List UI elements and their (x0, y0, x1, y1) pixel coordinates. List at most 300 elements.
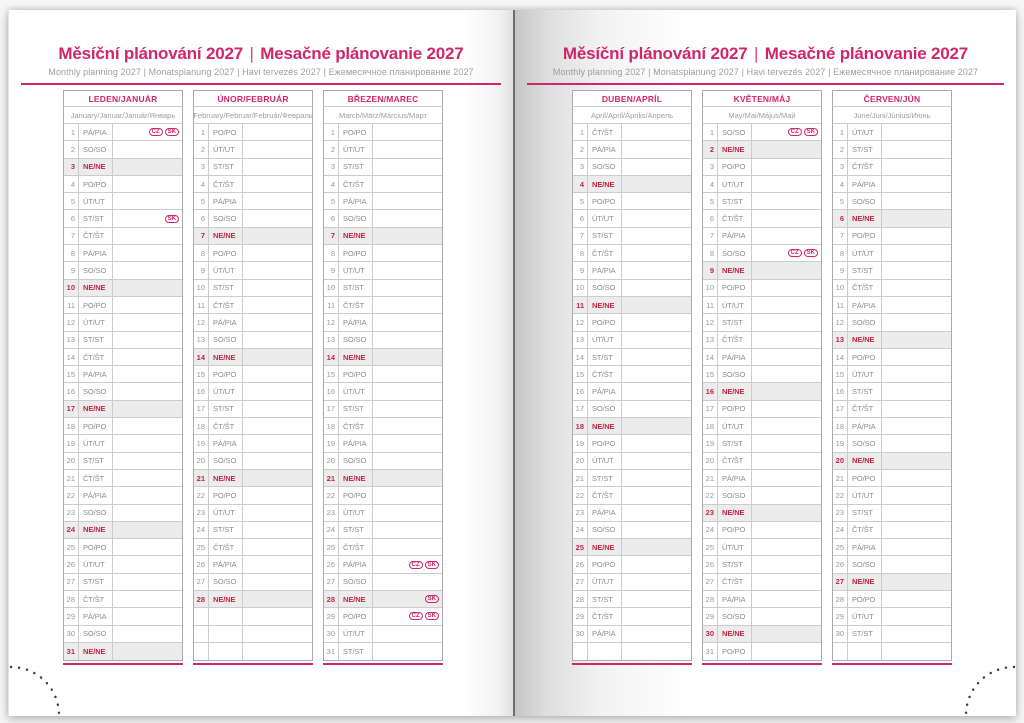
notes-cell (373, 435, 442, 452)
notes-cell (882, 453, 951, 470)
notes-cell (622, 574, 691, 591)
day-number-cell: 17 (703, 401, 718, 418)
day-number-cell: 9 (194, 262, 209, 279)
notes-cell (113, 487, 182, 504)
day-name-cell: ST/ST (209, 522, 243, 539)
notes-cell (243, 505, 312, 522)
day-name-cell: ÚT/UT (79, 314, 113, 331)
notes-cell (243, 280, 312, 297)
day-number-cell: 10 (573, 280, 588, 297)
day-name-cell: ST/ST (588, 228, 622, 245)
day-number-cell: 15 (573, 366, 588, 383)
notes-cell (373, 297, 442, 314)
notes-cell (622, 124, 691, 141)
notes-cell (622, 608, 691, 625)
holiday-badge-group (409, 612, 439, 620)
day-name-cell: NE/NE (588, 297, 622, 314)
day-name-cell: ST/ST (339, 159, 373, 176)
day-number-cell: 6 (324, 210, 339, 227)
day-number-cell: 16 (703, 383, 718, 400)
month-bottom-rule (193, 663, 313, 665)
notes-cell (882, 470, 951, 487)
day-number-cell: 11 (194, 297, 209, 314)
day-number-cell: 13 (703, 332, 718, 349)
day-number-cell: 30 (573, 626, 588, 643)
day-name-cell: ÚT/UT (848, 124, 882, 141)
notes-cell (752, 522, 821, 539)
day-name-cell: PÁ/PIA (79, 608, 113, 625)
day-number-cell: 14 (703, 349, 718, 366)
empty-notes-cell (622, 643, 691, 660)
notes-cell (622, 591, 691, 608)
notes-cell (113, 314, 182, 331)
notes-cell (752, 245, 821, 262)
notes-cell (243, 245, 312, 262)
empty-day-cell (209, 643, 243, 660)
notes-cell (622, 159, 691, 176)
notes-cell (113, 349, 182, 366)
holiday-badge-group (425, 595, 439, 603)
notes-cell (373, 383, 442, 400)
notes-cell (882, 176, 951, 193)
notes-cell (882, 608, 951, 625)
notes-cell (243, 539, 312, 556)
day-number-cell: 20 (64, 453, 79, 470)
month-bottom-rule (702, 663, 822, 665)
day-name-cell: PO/PO (848, 228, 882, 245)
day-name-cell: SO/SO (588, 522, 622, 539)
notes-cell (373, 574, 442, 591)
day-number-cell: 20 (573, 453, 588, 470)
notes-cell (882, 556, 951, 573)
day-name-cell: NE/NE (848, 210, 882, 227)
day-name-cell: PÁ/PIA (209, 556, 243, 573)
day-number-cell: 14 (64, 349, 79, 366)
day-name-cell: NE/NE (588, 176, 622, 193)
day-name-cell: ÚT/UT (339, 383, 373, 400)
page-title-slovak: Mesačné plánovanie 2027 (764, 44, 969, 63)
day-name-cell: ČT/ŠT (848, 401, 882, 418)
day-name-cell: PO/PO (339, 487, 373, 504)
notes-cell (882, 539, 951, 556)
notes-cell (752, 297, 821, 314)
day-number-cell: 29 (573, 608, 588, 625)
month-bottom-rule (572, 663, 692, 665)
day-number-cell: 22 (194, 487, 209, 504)
day-name-cell: PÁ/PIA (718, 470, 752, 487)
day-number-cell: 29 (703, 608, 718, 625)
day-name-cell: ÚT/UT (718, 176, 752, 193)
notes-cell (622, 332, 691, 349)
month-subheader: January/Januar/Január/Январь (63, 107, 183, 124)
day-number-cell: 15 (194, 366, 209, 383)
day-number-cell: 10 (194, 280, 209, 297)
day-number-cell: 27 (703, 574, 718, 591)
day-name-cell: NE/NE (718, 383, 752, 400)
notes-cell (373, 228, 442, 245)
holiday-badge-sk: SK (804, 249, 818, 257)
day-number-cell: 23 (64, 505, 79, 522)
day-number-cell: 30 (703, 626, 718, 643)
notes-cell (622, 280, 691, 297)
notes-cell (882, 262, 951, 279)
notes-cell (373, 401, 442, 418)
day-name-cell: PO/PO (79, 539, 113, 556)
notes-cell (243, 418, 312, 435)
day-name-cell: PO/PO (718, 280, 752, 297)
day-number-cell: 26 (64, 556, 79, 573)
notes-cell (882, 626, 951, 643)
notes-cell (752, 643, 821, 660)
page-left (8, 10, 513, 716)
day-name-cell: ST/ST (718, 435, 752, 452)
day-number-cell: 5 (194, 193, 209, 210)
day-number-cell: 21 (833, 470, 848, 487)
notes-cell (622, 176, 691, 193)
day-number-cell: 6 (703, 210, 718, 227)
day-number-cell: 2 (194, 141, 209, 158)
notes-cell (373, 556, 442, 573)
day-number-cell: 22 (64, 487, 79, 504)
day-name-cell: PÁ/PIA (848, 297, 882, 314)
notes-cell (373, 643, 442, 660)
notes-cell (243, 453, 312, 470)
day-name-cell: NE/NE (588, 539, 622, 556)
notes-cell (243, 349, 312, 366)
day-number-cell: 20 (703, 453, 718, 470)
notes-cell (113, 262, 182, 279)
day-number-cell: 12 (573, 314, 588, 331)
day-name-cell: ST/ST (339, 401, 373, 418)
notes-cell (752, 280, 821, 297)
day-number-cell: 18 (194, 418, 209, 435)
notes-cell (882, 245, 951, 262)
day-name-cell: ČT/ŠT (339, 297, 373, 314)
day-number-cell: 8 (573, 245, 588, 262)
day-number-cell: 13 (194, 332, 209, 349)
notes-cell (373, 453, 442, 470)
notes-cell (752, 435, 821, 452)
day-name-cell: ST/ST (209, 280, 243, 297)
day-name-cell: NE/NE (79, 280, 113, 297)
day-name-cell: PO/PO (79, 418, 113, 435)
day-number-cell: 20 (833, 453, 848, 470)
day-name-cell: ÚT/UT (79, 193, 113, 210)
day-name-cell: ČT/ŠT (79, 228, 113, 245)
day-name-cell: SO/SO (848, 556, 882, 573)
day-name-cell: PÁ/PIA (209, 193, 243, 210)
day-number-cell: 3 (64, 159, 79, 176)
day-name-cell: PÁ/PIA (79, 245, 113, 262)
notes-cell (373, 470, 442, 487)
notes-cell (882, 418, 951, 435)
day-name-cell: SO/SO (209, 574, 243, 591)
day-number-cell: 21 (324, 470, 339, 487)
notes-cell (243, 332, 312, 349)
day-number-cell: 26 (833, 556, 848, 573)
day-name-cell: PÁ/PIA (588, 383, 622, 400)
month-subheader: February/Februar/Február/Февраль (193, 107, 313, 124)
holiday-badge-sk: SK (425, 561, 439, 569)
notes-cell (622, 245, 691, 262)
notes-cell (622, 314, 691, 331)
day-name-cell: ČT/ŠT (339, 418, 373, 435)
page-right (513, 10, 1016, 716)
holiday-badge-group (409, 561, 439, 569)
notes-cell (243, 210, 312, 227)
day-name-cell: NE/NE (209, 349, 243, 366)
day-name-cell: ČT/ŠT (79, 349, 113, 366)
day-name-cell: ČT/ŠT (79, 591, 113, 608)
notes-cell (373, 141, 442, 158)
day-number-cell: 10 (833, 280, 848, 297)
day-number-cell: 22 (703, 487, 718, 504)
notes-cell (113, 608, 182, 625)
day-number-cell: 2 (703, 141, 718, 158)
empty-number-cell (194, 608, 209, 625)
notes-cell (113, 418, 182, 435)
day-name-cell: PÁ/PIA (209, 435, 243, 452)
day-number-cell: 4 (64, 176, 79, 193)
day-number-cell: 12 (703, 314, 718, 331)
notes-cell (882, 435, 951, 452)
notes-cell (622, 228, 691, 245)
notes-cell (113, 193, 182, 210)
notes-cell (622, 141, 691, 158)
day-number-cell: 3 (833, 159, 848, 176)
month-header: ČERVEN/JÚN (832, 90, 952, 107)
empty-day-cell (209, 608, 243, 625)
day-number-cell: 31 (324, 643, 339, 660)
notes-cell (243, 262, 312, 279)
day-number-cell: 14 (194, 349, 209, 366)
day-name-cell: PO/PO (588, 556, 622, 573)
day-number-cell: 13 (833, 332, 848, 349)
day-number-cell: 17 (324, 401, 339, 418)
day-number-cell: 25 (833, 539, 848, 556)
day-number-cell: 5 (324, 193, 339, 210)
empty-number-cell (573, 643, 588, 660)
day-number-cell: 19 (194, 435, 209, 452)
day-number-cell: 28 (64, 591, 79, 608)
holiday-badge-cz: CZ (149, 128, 163, 136)
day-number-cell: 24 (194, 522, 209, 539)
day-number-cell: 22 (573, 487, 588, 504)
day-number-cell: 22 (833, 487, 848, 504)
day-number-cell: 6 (573, 210, 588, 227)
notes-cell (752, 487, 821, 504)
notes-cell (752, 626, 821, 643)
day-number-cell: 7 (833, 228, 848, 245)
notes-cell (882, 401, 951, 418)
notes-cell (752, 418, 821, 435)
day-number-cell: 30 (833, 626, 848, 643)
notes-cell (113, 159, 182, 176)
day-number-cell: 4 (573, 176, 588, 193)
empty-notes-cell (243, 608, 312, 625)
empty-notes-cell (243, 626, 312, 643)
day-name-cell: ÚT/UT (848, 245, 882, 262)
day-name-cell: PÁ/PIA (79, 366, 113, 383)
day-name-cell: SO/SO (209, 210, 243, 227)
day-name-cell: PÁ/PIA (848, 539, 882, 556)
notes-cell (622, 539, 691, 556)
day-number-cell: 9 (833, 262, 848, 279)
holiday-badge-cz: CZ (409, 561, 423, 569)
notes-cell (113, 124, 182, 141)
day-number-cell: 17 (573, 401, 588, 418)
day-name-cell: ST/ST (339, 522, 373, 539)
notes-cell (113, 591, 182, 608)
day-number-cell: 24 (64, 522, 79, 539)
day-number-cell: 8 (194, 245, 209, 262)
day-name-cell: ČT/ŠT (339, 176, 373, 193)
day-number-cell: 6 (194, 210, 209, 227)
day-number-cell: 10 (64, 280, 79, 297)
day-number-cell: 15 (324, 366, 339, 383)
day-number-cell: 30 (324, 626, 339, 643)
day-name-cell: ÚT/UT (588, 574, 622, 591)
day-number-cell: 18 (324, 418, 339, 435)
notes-cell (752, 262, 821, 279)
day-number-cell: 16 (324, 383, 339, 400)
day-name-cell: SO/SO (79, 505, 113, 522)
notes-cell (243, 159, 312, 176)
notes-cell (243, 574, 312, 591)
day-number-cell: 9 (573, 262, 588, 279)
day-number-cell: 19 (703, 435, 718, 452)
day-number-cell: 12 (194, 314, 209, 331)
day-name-cell: ST/ST (588, 349, 622, 366)
day-number-cell: 16 (573, 383, 588, 400)
corner-perforation-right (954, 654, 1016, 716)
month-grid (193, 124, 313, 661)
day-name-cell: ST/ST (718, 314, 752, 331)
day-name-cell: PO/PO (79, 176, 113, 193)
notes-cell (882, 193, 951, 210)
day-name-cell: ČT/ŠT (79, 470, 113, 487)
notes-cell (373, 539, 442, 556)
notes-cell (243, 470, 312, 487)
month-table (193, 90, 313, 665)
notes-cell (373, 245, 442, 262)
day-name-cell: SO/SO (209, 332, 243, 349)
day-number-cell: 12 (833, 314, 848, 331)
day-name-cell: PÁ/PIA (848, 176, 882, 193)
notes-cell (752, 383, 821, 400)
day-number-cell: 13 (324, 332, 339, 349)
notes-cell (243, 297, 312, 314)
day-number-cell: 3 (194, 159, 209, 176)
day-name-cell: PÁ/PIA (339, 314, 373, 331)
day-number-cell: 8 (833, 245, 848, 262)
day-number-cell: 5 (833, 193, 848, 210)
day-name-cell: ST/ST (588, 591, 622, 608)
notes-cell (882, 228, 951, 245)
day-number-cell: 19 (64, 435, 79, 452)
day-name-cell: PO/PO (209, 245, 243, 262)
day-name-cell: ÚT/UT (718, 539, 752, 556)
day-name-cell: SO/SO (848, 193, 882, 210)
day-name-cell: ÚT/UT (209, 383, 243, 400)
empty-day-cell (588, 643, 622, 660)
day-name-cell: ČT/ŠT (588, 487, 622, 504)
day-number-cell: 16 (64, 383, 79, 400)
day-number-cell: 12 (64, 314, 79, 331)
notes-cell (622, 626, 691, 643)
day-name-cell: ČT/ŠT (588, 366, 622, 383)
day-name-cell: ST/ST (79, 210, 113, 227)
day-number-cell: 7 (573, 228, 588, 245)
notes-cell (752, 332, 821, 349)
notes-cell (243, 193, 312, 210)
day-name-cell: ST/ST (209, 159, 243, 176)
notes-cell (113, 228, 182, 245)
notes-cell (113, 401, 182, 418)
notes-cell (243, 176, 312, 193)
day-name-cell: ST/ST (848, 262, 882, 279)
notes-cell (113, 539, 182, 556)
day-number-cell: 11 (64, 297, 79, 314)
holiday-badge-cz: CZ (788, 249, 802, 257)
day-number-cell: 13 (64, 332, 79, 349)
day-name-cell: SO/SO (209, 453, 243, 470)
day-name-cell: ČT/ŠT (209, 418, 243, 435)
day-number-cell: 19 (324, 435, 339, 452)
holiday-badge-cz: CZ (409, 612, 423, 620)
notes-cell (622, 349, 691, 366)
notes-cell (113, 245, 182, 262)
day-name-cell: NE/NE (79, 643, 113, 660)
day-name-cell: SO/SO (718, 124, 752, 141)
notes-cell (752, 366, 821, 383)
notes-cell (113, 643, 182, 660)
day-name-cell: ÚT/UT (718, 297, 752, 314)
day-number-cell: 27 (64, 574, 79, 591)
holiday-badge-group (788, 249, 818, 257)
notes-cell (622, 435, 691, 452)
day-name-cell: PO/PO (718, 522, 752, 539)
day-number-cell: 14 (324, 349, 339, 366)
notes-cell (243, 314, 312, 331)
notes-cell (622, 556, 691, 573)
notes-cell (113, 522, 182, 539)
notes-cell (243, 228, 312, 245)
day-name-cell: SO/SO (588, 280, 622, 297)
notes-cell (882, 505, 951, 522)
notes-cell (113, 210, 182, 227)
day-number-cell: 14 (833, 349, 848, 366)
notes-cell (243, 487, 312, 504)
day-name-cell: PO/PO (79, 297, 113, 314)
day-name-cell: PO/PO (588, 193, 622, 210)
day-number-cell: 22 (324, 487, 339, 504)
notes-cell (882, 332, 951, 349)
day-name-cell: ÚT/UT (848, 366, 882, 383)
title-rule (527, 83, 1004, 85)
day-number-cell: 21 (64, 470, 79, 487)
notes-cell (373, 418, 442, 435)
month-table (572, 90, 692, 665)
day-name-cell: ČT/ŠT (209, 297, 243, 314)
day-number-cell: 4 (324, 176, 339, 193)
notes-cell (113, 505, 182, 522)
notes-cell (243, 366, 312, 383)
day-name-cell: ST/ST (718, 556, 752, 573)
notes-cell (113, 332, 182, 349)
day-number-cell: 10 (703, 280, 718, 297)
empty-number-cell (833, 643, 848, 660)
